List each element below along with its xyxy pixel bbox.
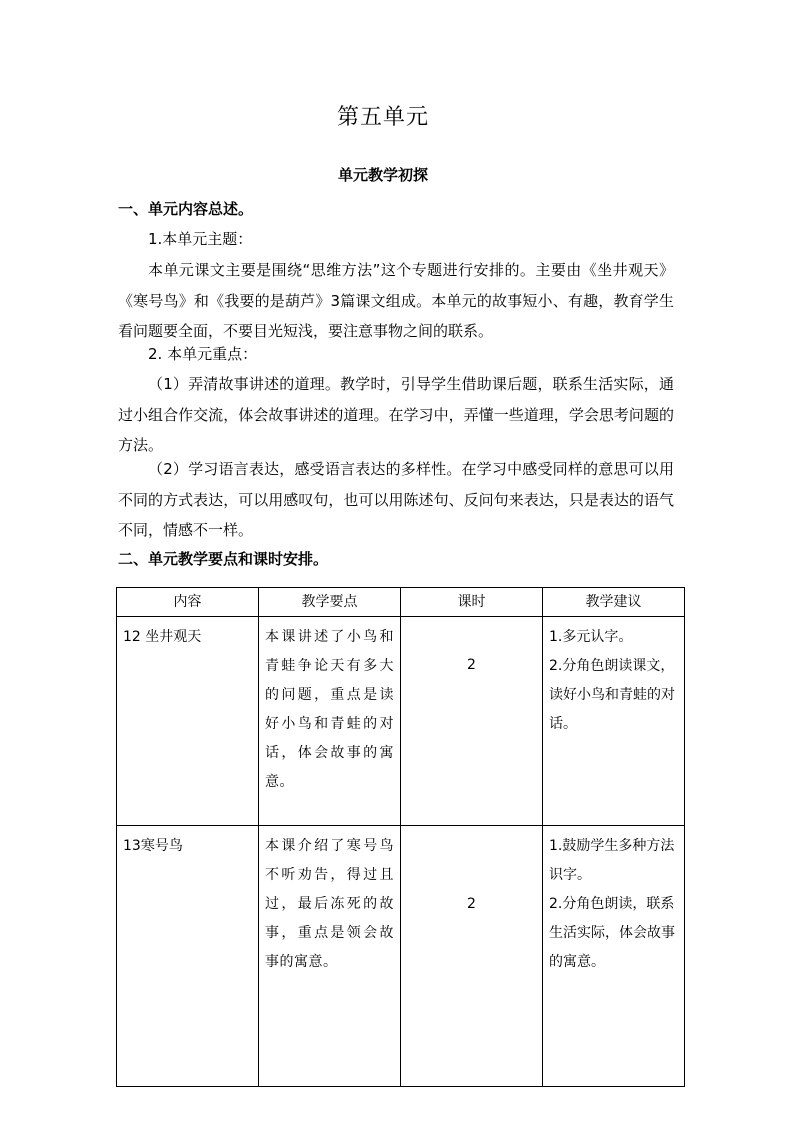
page-title: 第五单元	[336, 105, 429, 130]
cell-advice	[543, 617, 685, 826]
cell-points: 本课介绍了寒号鸟不听劝告，得过且过，最后冻死的故事，重点是领会故事的寓意。	[259, 826, 401, 1087]
header-advice: 教学建议	[543, 588, 685, 617]
advice-line-2: 2.分角色朗读，联系生活实际，体会故事的寓意。	[549, 896, 675, 970]
item1-text: 本单元课文主要是围绕“思维方法”这个专题进行安排的。主要由《坐井观天》《寒号鸟》和《我要的是葫芦》3篇课文组成。本单元的故事短小、有趣，教育学生看问题要全面，不要目光短浅，要注意事物之间的联系。	[118, 261, 674, 340]
advice-line-1: 1.多元认字。	[549, 629, 633, 645]
page-subtitle: 单元教学初探	[337, 166, 428, 184]
table-row	[117, 826, 685, 1087]
header-hours: 课时	[401, 588, 543, 617]
cell-advice	[543, 826, 685, 1087]
cell-hours: 2	[401, 826, 543, 1087]
schedule-table	[116, 587, 685, 1087]
advice-line-2: 2.分角色朗读课文，读好小鸟和青蛙的对话。	[549, 658, 675, 732]
cell-content: 13寒号鸟	[117, 826, 259, 1087]
cell-content: 12 坐井观天	[117, 617, 259, 826]
cell-points: 本课讲述了小鸟和青蛙争论天有多大的问题，重点是读好小鸟和青蛙的对话，体会故事的寓意。	[259, 617, 401, 826]
cell-hours: 2	[401, 617, 543, 826]
advice-line-1: 1.鼓励学生多种方法识字。	[549, 838, 675, 883]
header-content: 内容	[117, 588, 259, 617]
item1-label: 1.本单元主题：	[148, 230, 253, 248]
table-header-row	[117, 588, 685, 617]
point1-text: （1）弄清故事讲述的道理。教学时，引导学生借助课后题，联系生活实际，通过小组合作交流，体会故事讲述的道理。在学习中，弄懂一些道理，学会思考问题的方法。	[118, 375, 674, 454]
header-points: 教学要点	[259, 588, 401, 617]
table-row	[117, 617, 685, 826]
section1-heading: 一、单元内容总述。	[118, 200, 254, 218]
item2-label: 2. 本单元重点：	[148, 345, 258, 363]
section2-heading: 二、单元教学要点和课时安排。	[118, 550, 329, 568]
point2-text: （2）学习语言表达，感受语言表达的多样性。在学习中感受同样的意思可以用不同的方式表达，可以用感叹句，也可以用陈述句、反问句来表达，只是表达的语气不同，情感不一样。	[118, 460, 674, 539]
